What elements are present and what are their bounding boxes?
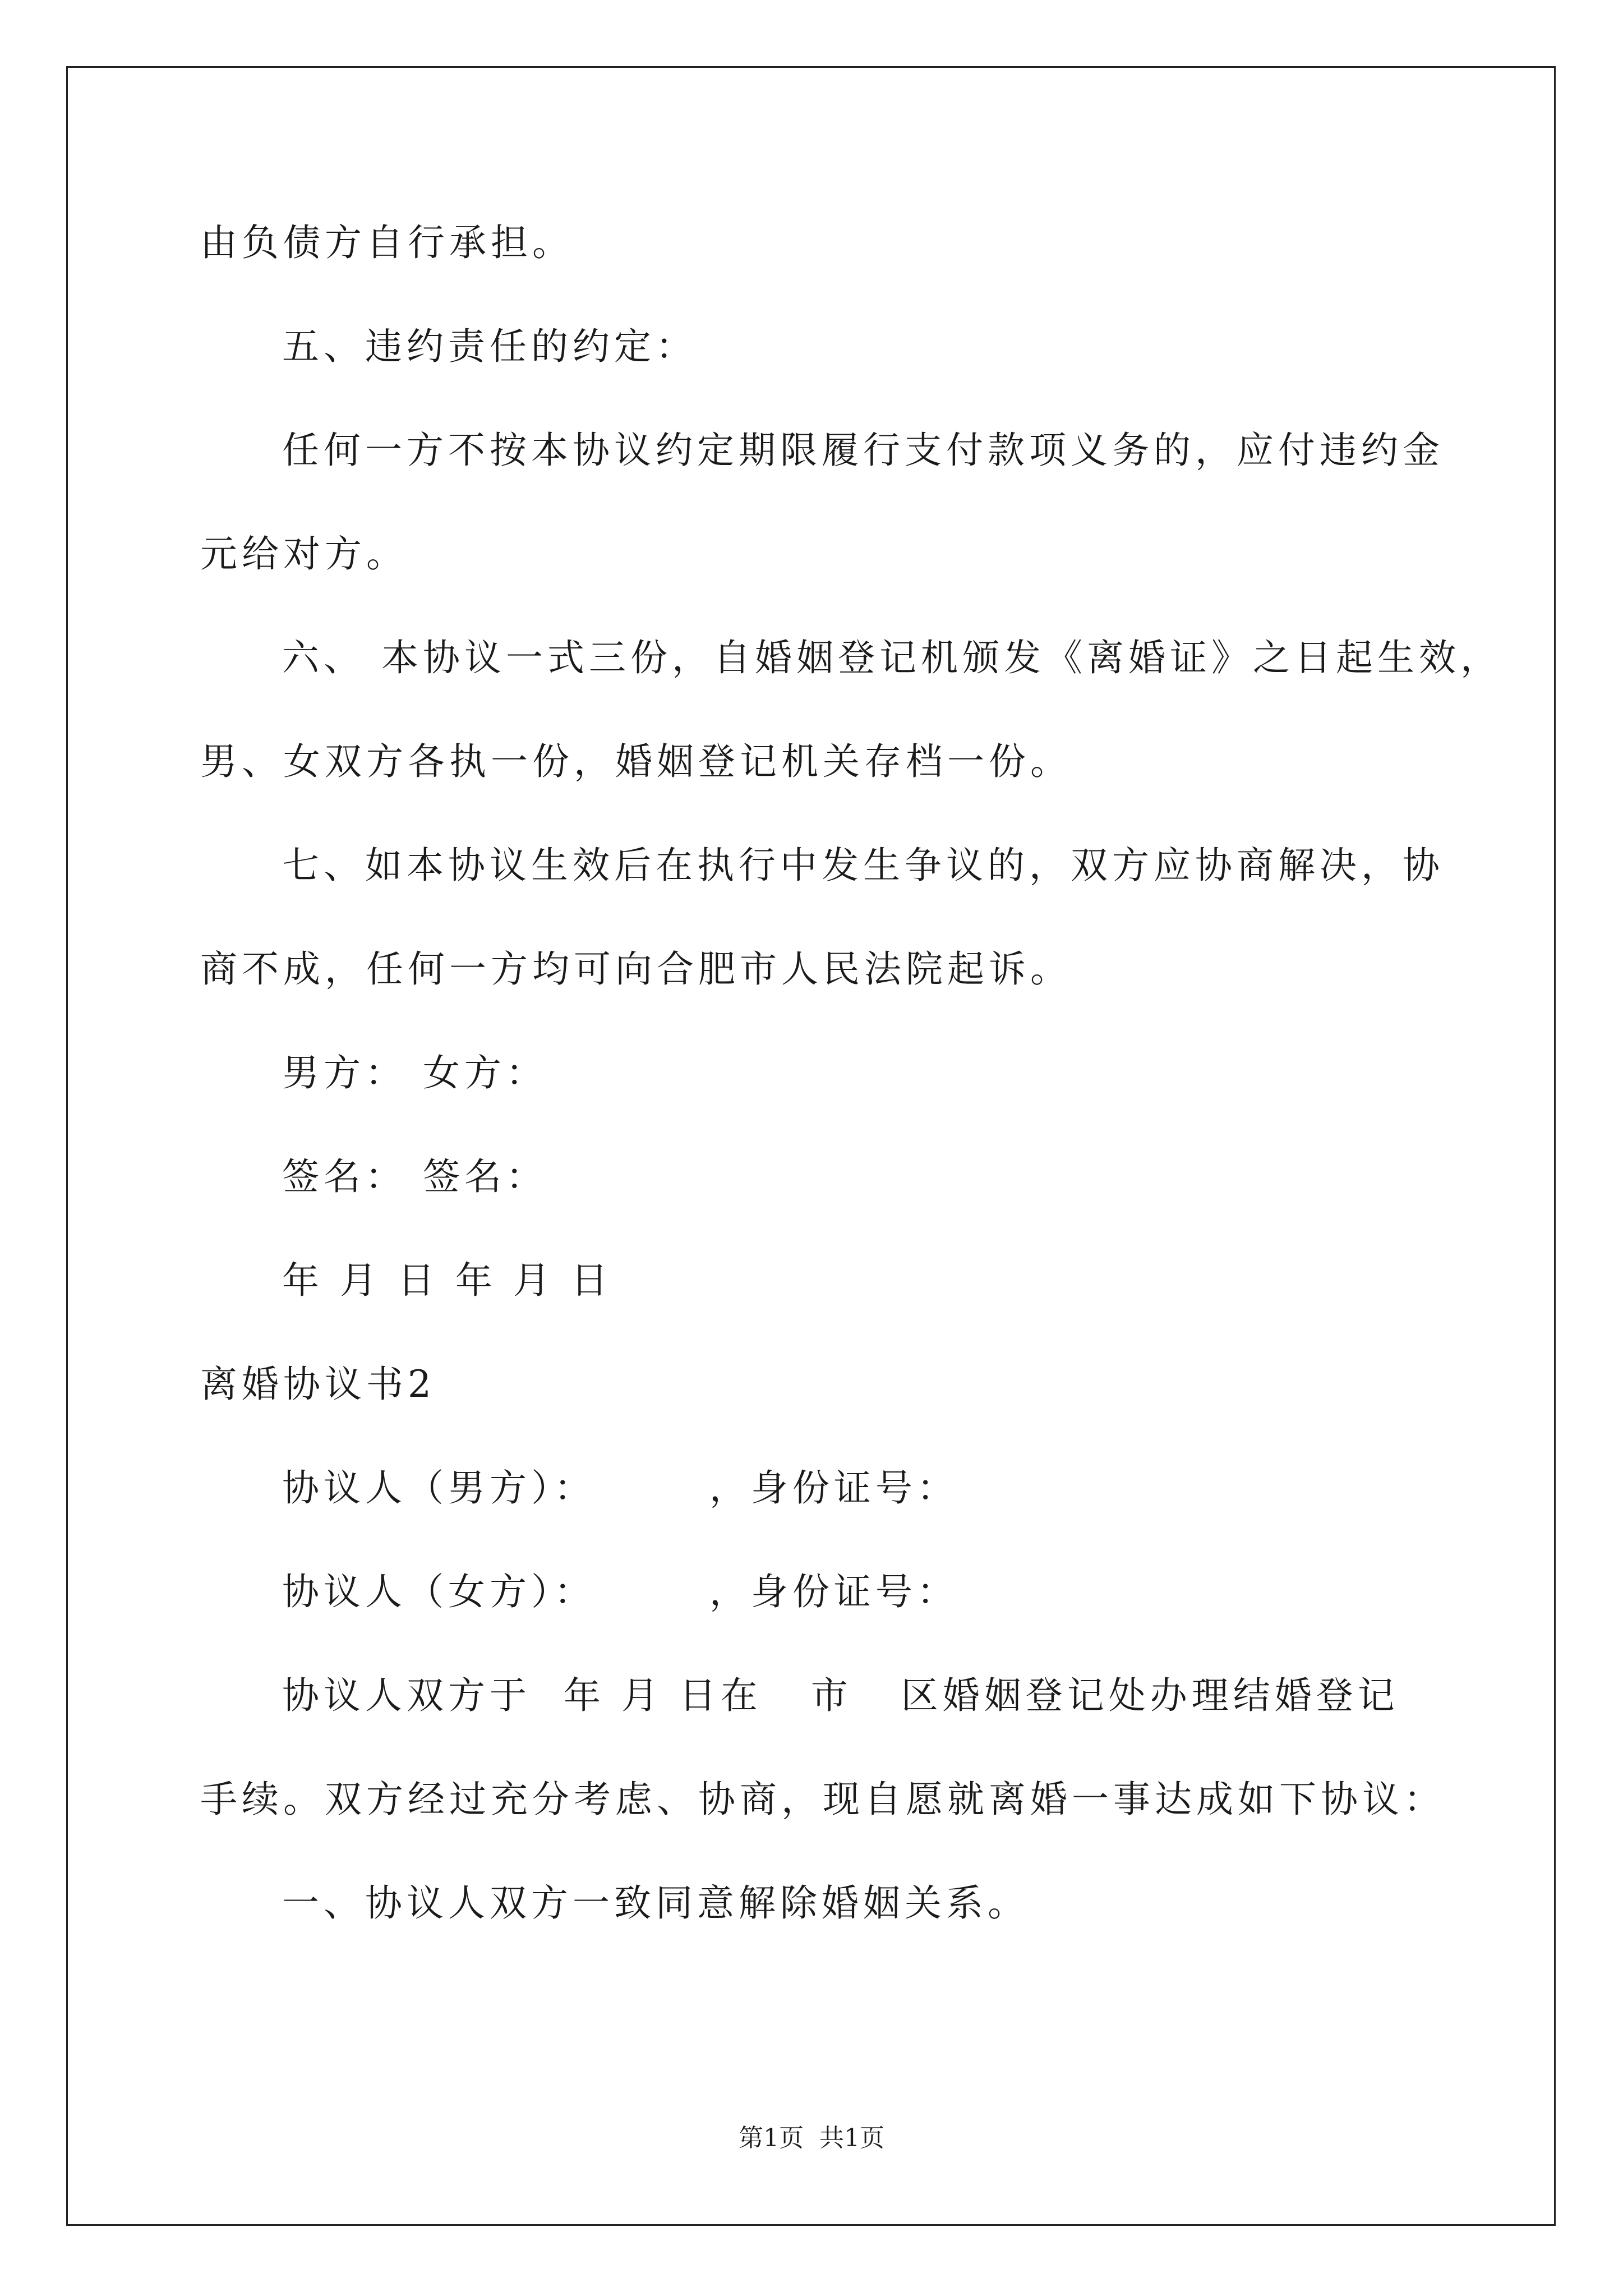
party-female-line: 协议人（女方）： ，身份证号： (282, 1570, 958, 1613)
text-line: 由负债方自行承担。 (200, 221, 574, 264)
section-heading: 五、违约责任的约定： (282, 325, 697, 368)
text-line: 七、如本协议生效后在执行中发生争议的，双方应协商解决，协 (282, 844, 1444, 887)
signature-party-labels: 男方： 女方： (282, 1051, 547, 1094)
section-heading: 一、协议人双方一致同意解除婚姻关系。 (282, 1881, 1029, 1925)
text-line: 商不成，任何一方均可向合肥市人民法院起诉。 (200, 947, 1072, 991)
text-line: 手续。双方经过充分考虑、协商，现自愿就离婚一事达成如下协议： (200, 1778, 1445, 1821)
text-line: 协议人双方于 年 月 日在 市 区婚姻登记处办理结婚登记 (282, 1674, 1399, 1717)
text-line: 男、女双方各执一份，婚姻登记机关存档一份。 (200, 740, 1072, 783)
party-male-line: 协议人（男方）： ，身份证号： (282, 1466, 958, 1510)
signature-date-labels: 年 月 日 年 月 日 (282, 1259, 612, 1302)
document-title: 离婚协议书2 (200, 1363, 436, 1406)
page-number-footer: 第1页 共1页 (739, 2124, 884, 2152)
document-body (200, 221, 1502, 1989)
text-line: 元给对方。 (200, 532, 408, 576)
text-line: 六、 本协议一式三份，自婚姻登记机颁发《离婚证》之日起生效， (282, 636, 1502, 679)
text-line: 任何一方不按本协议约定期限履行支付款项义务的，应付违约金 (282, 429, 1444, 472)
signature-labels: 签名： 签名： (282, 1155, 547, 1198)
